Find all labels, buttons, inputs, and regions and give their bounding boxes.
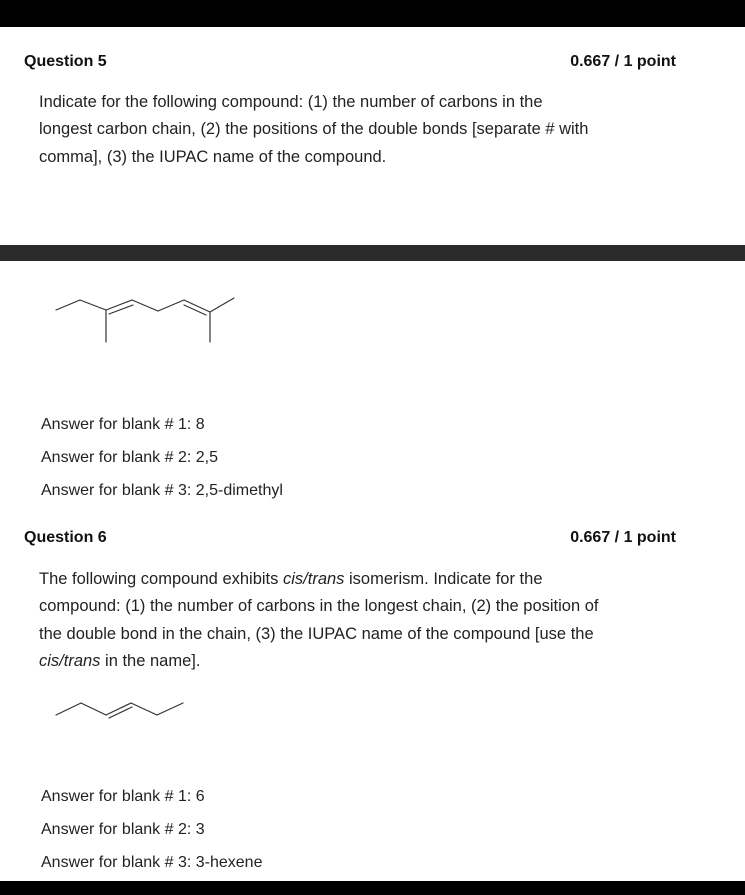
answer-label: Answer for blank # 3: xyxy=(41,854,192,871)
answer-label: Answer for blank # 3: xyxy=(41,482,192,499)
prompt-line: comma], (3) the IUPAC name of the compound. xyxy=(39,147,387,166)
prompt-line: cis/trans in the name]. xyxy=(39,651,201,670)
branched-diene-structure-icon xyxy=(50,290,240,350)
answer-row xyxy=(41,448,283,481)
question-6-points: 0.667 / 1 point xyxy=(570,529,676,546)
prompt-line: The following compound exhibits cis/trans isomerism. Indicate for the xyxy=(39,570,543,588)
answer-label: Answer for blank # 2: xyxy=(41,449,192,466)
question-5-prompt xyxy=(39,89,689,171)
prompt-line: longest carbon chain, (2) the positions of the double bonds [separate # with xyxy=(39,120,589,139)
bottom-black-bar xyxy=(0,881,745,895)
top-black-bar xyxy=(0,0,745,27)
answer-row xyxy=(41,787,262,820)
question-5-title: Question 5 xyxy=(24,53,107,70)
answer-value: 6 xyxy=(195,788,205,805)
answer-row xyxy=(41,481,283,514)
prompt-line: compound: (1) the number of carbons in the longest chain, (2) the position of xyxy=(39,597,599,616)
question-6-prompt xyxy=(39,566,689,675)
answer-value: 2,5 xyxy=(195,449,218,466)
prompt-line: the double bond in the chain, (3) the IUPAC name of the compound [use the xyxy=(39,624,594,643)
answer-row xyxy=(41,415,283,448)
answer-label: Answer for blank # 1: xyxy=(41,416,192,433)
question-6-title: Question 6 xyxy=(24,529,107,546)
answer-label: Answer for blank # 2: xyxy=(41,821,192,838)
answer-row xyxy=(41,820,262,853)
question-6-answers xyxy=(41,787,262,886)
answer-value: 8 xyxy=(195,416,205,433)
hexene-structure-icon xyxy=(52,693,192,723)
answer-value: 3 xyxy=(195,821,205,838)
question-5-points: 0.667 / 1 point xyxy=(570,53,676,70)
answer-value: 3-hexene xyxy=(195,854,263,871)
question-5-answers xyxy=(41,415,283,514)
answer-label: Answer for blank # 1: xyxy=(41,788,192,805)
section-divider-bar xyxy=(0,245,745,261)
answer-value: 2,5-dimethyl xyxy=(195,482,283,499)
prompt-line: Indicate for the following compound: (1) the number of carbons in the xyxy=(39,93,543,111)
